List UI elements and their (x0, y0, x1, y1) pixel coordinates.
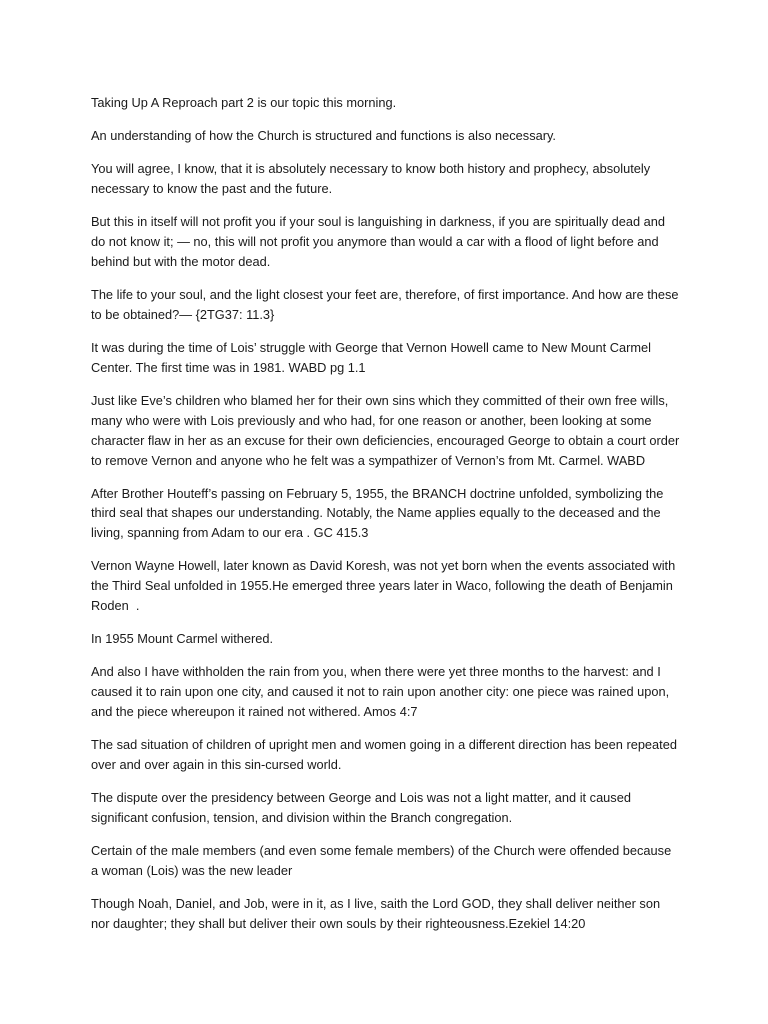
paragraph: The sad situation of children of upright men and women going in a different direction has been repeated over and over again in this sin-cursed world. (91, 737, 681, 773)
document-body (91, 93, 681, 947)
paragraph: Though Noah, Daniel, and Job, were in it, as I live, saith the Lord GOD, they shall deliver neither son nor daughter; they shall but deliver their own souls by their righteousness.Ezekiel 14:20 (91, 896, 664, 931)
paragraph: After Brother Houteff’s passing on February 5, 1955, the BRANCH doctrine unfolded, symbolizing the third seal that shapes our understanding. Notably, the Name applies equally to the deceased and the living, spanning from Adam to our era . GC 415.3 (91, 485, 667, 541)
paragraph: In 1955 Mount Carmel withered. (91, 631, 274, 647)
paragraph: Certain of the male members (and even some female members) of the Church were offended because a woman (Lois) was the new leader (91, 843, 675, 878)
paragraph: And also I have withholden the rain from you, when there were yet three months to the harvest: and I caused it to rain upon one city, and caused it not to rain upon another city: one piece was rained upon, and the piece whereupon it rained not withered. Amos 4:7 (91, 664, 673, 720)
paragraph: But this in itself will not profit you if your soul is languishing in darkness, if you are spiritually dead and do not know it; — no, this will not profit you anymore than would a car with a flood of light before and behind but with the motor dead. (91, 214, 669, 269)
paragraph: The dispute over the presidency between George and Lois was not a light matter, and it caused significant confusion, tension, and division within the Branch congregation. (91, 790, 635, 825)
paragraph: An understanding of how the Church is structured and functions is also necessary. (91, 128, 556, 144)
paragraph: The life to your soul, and the light closest your feet are, therefore, of first importance. And how are these to be obtained?— {2TG37: 11.3} (91, 287, 683, 322)
paragraph: Taking Up A Reproach part 2 is our topic this morning. (91, 95, 397, 110)
paragraph: It was during the time of Lois’ struggle with George that Vernon Howell came to New Mount Carmel Center. The first time was in 1981. WABD pg 1.1 (91, 340, 655, 375)
paragraph: Just like Eve’s children who blamed her for their own sins which they committed of their own free wills, many who were with Lois previously and who had, for one reason or another, been looking at some character flaw in her as an excuse for their own deficiencies, encouraged George to obtain a court order to remove Vernon and anyone who he felt was a sympathizer of Vernon’s from Mt. Carmel. WABD (91, 393, 683, 468)
paragraph: You will agree, I know, that it is absolutely necessary to know both history and prophecy, absolutely necessary to know the past and the future. (91, 161, 654, 197)
paragraph: Vernon Wayne Howell, later known as David Koresh, was not yet born when the events associated with the Third Seal unfolded in 1955.He emerged three years later in Waco, following the death of Benjamin Roden . (91, 558, 679, 614)
